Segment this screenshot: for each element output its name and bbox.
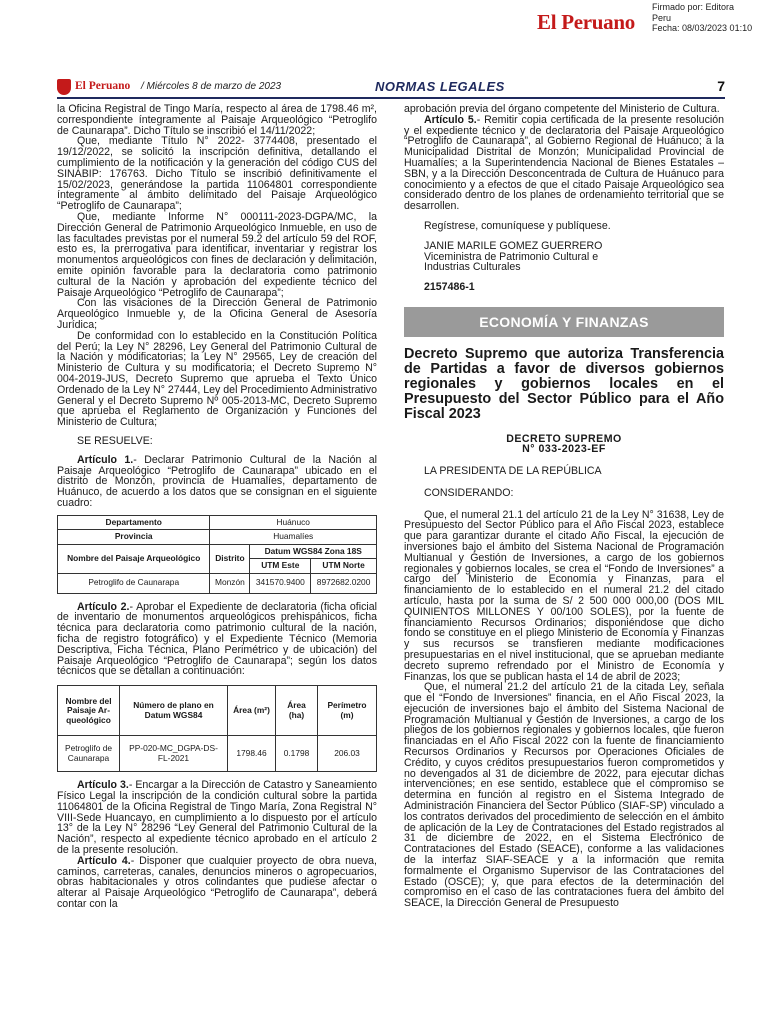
table-cell: Datum WGS84 Zona 18S <box>250 544 377 559</box>
coat-of-arms-icon <box>57 79 71 95</box>
article-text: - Disponer que cualquier proyecto de obra nueva, caminos, carreteras, canales, denuncios mineros o agropecuarios, obras habitacionales y otros colindantes que pudiese afectar o alterar al Paisaje Arqueológico “Petroglifo de Caunarapa”, deberá contar con la <box>57 854 377 911</box>
table-cell: Distrito <box>210 544 250 573</box>
paragraph: la Oficina Registral de Tingo María, respecto al área de 1798.46 m², correspondiente íntegramente al Paisaje Arqueológico “Petroglifo de Caunarapa”. Dicho Título se inscribió el 14/11/2022; <box>57 103 377 137</box>
paragraph: Que, mediante Título N° 2022- 3774408, presentado el 19/12/2022, se solicitó la inscripción definitiva, detallando el cumplimiento de la notificación y la generación del código CUS del SINABIP: 176763. Dicho Título se inscribió definitivamente el 15/02/2023, generándose la partida 11064801 correspondiente íntegramente al ámbito delimitado del Paisaje Arqueológico “Petroglifo de Caunarapa”; <box>57 135 377 213</box>
table-cell: Perímetro (m) <box>318 686 377 736</box>
article-label: Artículo 4. <box>77 854 131 867</box>
article-text: - Remitir copia certificada de la presente resolución y el expediente técnico y de declaratoria del Paisaje Arqueológico “Petroglifo de Caunarapa”, al Gobierno Regional de Huánuco; a la Municipalidad Distrital de Monzón; Municipalidad Provincial de Huamalíes; a la Superintendencia Nacional de Bienes Estatales – SBN, y a la Dirección Desconcentrada de Cultura de Huánuco para conocimiento y a efectos de que el citado Paisaje Arqueológico sea considerado dentro de los planes de ordenamiento territorial que se desarrollen. <box>404 113 725 213</box>
table-cell: Monzón <box>210 573 250 593</box>
table-cell: Departamento <box>58 515 210 530</box>
article-label: Artículo 3. <box>77 779 129 792</box>
signatory-name: JANIE MARILE GOMEZ GUERRERO <box>424 239 603 252</box>
article-text: - Encargar a la Dirección de Catastro y Saneamiento Físico Legal la inscripción de la condición cultural sobre la partida 11064801 de la Oficina Registral de Tingo María, Zona Registral N° VIII-Sede Huancayo, en cumplimiento a lo dispuesto por el artículo 13° de la Ley N° 28296 “Ley General del Patrimonio Cultural de la Nación”, respecto al expediente técnico aprobado en el artículo 2 de la presente resolución. <box>57 779 377 857</box>
section-band: ECONOMÍA Y FINANZAS <box>404 307 724 337</box>
location-table <box>57 515 377 594</box>
table-cell: Provincia <box>58 530 210 545</box>
table-cell: Área (ha) <box>276 686 318 736</box>
signature-line-1: Firmado por: Editora <box>652 2 735 12</box>
article-1 <box>57 455 377 509</box>
paragraph: Que, el numeral 21.1 del artículo 21 de la Ley N° 31638, Ley de Presupuesto del Sector Público para el Año Fiscal 2023, establece que para garantizar durante el citado Año Fiscal, la ejecución de inversiones bajo el ámbito del Sistema Nacional de Programación Multianual y Gestión de Inversiones, a cargo de los gobiernos regionales y gobiernos locales, se crea el “Fondo de Inversiones” a cargo del Ministerio de Economía y Finanzas, para el financiamiento de lo establecido en el numeral 21.2 del citado artículo, hasta por la suma de S/ 2 500 000 000,00 (DOS MIL QUINIENTOS MILLONES Y 00/100 SOLES), por la fuente de financiamiento Recursos Ordinarios; disponiéndose que dicho fondo se constituye en el pliego Ministerio de Economía y Finanzas y sus recursos se transfieren mediante modificaciones presupuestarias en el nivel institucional, que se aprueban mediante decreto supremo refrendado por el Ministro de Economía y Finanzas, los que se publican hasta el 14 de abril de 2023; <box>404 508 724 683</box>
table-cell: Área (m²) <box>228 686 276 736</box>
se-resuelve: SE RESUELVE: <box>77 434 153 447</box>
table-cell: Petroglifo de Caunarapa <box>58 573 210 593</box>
technical-data-table <box>57 685 377 772</box>
signatory-title: Industrias Culturales <box>424 261 521 274</box>
paragraph: Que, el numeral 21.2 del artículo 21 de la citada Ley, señala que el “Fondo de Inversiones” financia, en el Año Fiscal 2023, la ejecución de inversiones bajo el ámbito del Sistema Nacional de Programación Multianual y Gestión de Inversiones, a cargo de los pliegos de los gobiernos regionales y gobiernos locales, que fueron financiadas en el Año Fiscal 2022 con la fuente de financiamiento Recursos Ordinarios y Recursos por Operaciones Oficiales de Crédito, y cuyos créditos presupuestarios fueron comprometidos y no devengados al 31 de diciembre de 2022, para ejecutar dichas intervenciones; en ese sentido, establece que el compromiso se determina en función al registro en el Sistema Integrado de Administración Financiera del Sector Público (SIAF-SP) vinculado a los contratos derivados del procedimiento de selección en el ámbito de aplicación de la Ley de Contrataciones del Estado registrados al 31 de diciembre de 2022, en el Sistema Electrónico de Contrataciones del Estado (SEACE), conforme a las validaciones de la interfaz SIAF-SEACE y a la información que remita formalmente el Organismo Supervisor de las Contrataciones del Estado (OSCE); y, que para efectos de la determinación del compromiso en el caso de las contrataciones fuera del ámbito del SEACE, la Dirección General de Presupuesto <box>404 681 724 910</box>
el-peruano-logo: El Peruano <box>537 10 635 34</box>
header-section: NORMAS LEGALES <box>375 79 505 94</box>
header-logo: El Peruano <box>75 80 131 92</box>
table-cell: Nombre del Paisaje Arqueológico <box>58 544 210 573</box>
digital-signature <box>652 2 752 34</box>
signature-line-2: Peru <box>652 12 672 23</box>
article-text: - Aprobar el Expediente de declaratoria (ficha oficial de inventario de monumentos arqueológicos prehispánicos, ficha técnica para declaratoria como patrimonio cultural de la nación, ficha de registro fotográfico) y el Expediente Técnico (Memoria Descriptiva, Ficha Técnica, Plano Perimétrico y de ubicación) del Paisaje Arqueológico “Petroglifo de Caunarapa”; según los datos técnicos que se detallan a continuación: <box>57 600 377 678</box>
table-cell: Nombre del Paisaje Ar-queológico <box>58 686 120 736</box>
table-cell: PP-020-MC_DGPA-DS-FL-2021 <box>120 736 228 772</box>
table-cell: 8972682.0200 <box>311 573 377 593</box>
top-bar <box>0 0 768 40</box>
registrese: Regístrese, comuníquese y publíquese. <box>424 219 611 232</box>
decree-number: N° 033-2023-EF <box>522 443 606 456</box>
table-cell: Huamalíes <box>210 530 377 545</box>
page-number: 7 <box>717 78 725 94</box>
decree-title: Decreto Supremo que autoriza Transferencia de Partidas a favor de diversos gobiernos regionales y gobiernos locales en el Presupuesto del Sector Público para el Año Fiscal 2023 <box>404 345 724 422</box>
table-cell: UTM Este <box>250 559 311 574</box>
paragraph: De conformidad con lo establecido en la Constitución Política del Perú; la Ley N° 28296, Ley General del Patrimonio Cultural de la Nación y modificatorias; la Ley N° 29565, Ley de creación del Ministerio de Cultura y su modificatoria; el Decreto Supremo N° 004-2019-JUS, Decreto Supremo que aprueba el Texto Único Ordenado de la Ley N° 27444, Ley del Procedimiento Administrativo General y el Decreto Supremo Nº 005-2013-MC, Decreto Supremo que aprueba el Reglamento de Organización y Funciones del Ministerio de Cultura; <box>57 329 377 429</box>
article-2 <box>57 602 377 678</box>
article-3 <box>57 780 377 856</box>
paragraph: Con las visaciones de la Dirección General de Patrimonio Arqueológico Inmueble y, de la Oficina General de Asesoría Jurídica; <box>57 297 377 331</box>
header-rule <box>57 97 725 99</box>
presidenta: LA PRESIDENTA DE LA REPÚBLICA <box>424 464 602 477</box>
left-column <box>57 104 377 910</box>
table-cell: UTM Norte <box>311 559 377 574</box>
page-header <box>57 77 725 99</box>
article-text: - Declarar Patrimonio Cultural de la Nación al Paisaje Arqueológico “Petroglifo de Caunarapa” ubicado en el distrito de Monzón, provincia de Huamalíes, departamento de Huánuco, de acuerdo a los datos que se consignan en el siguiente cuadro: <box>57 453 377 509</box>
table-cell: Huánuco <box>210 515 377 530</box>
table-cell: 206.03 <box>318 736 377 772</box>
signature-line-3: Fecha: 08/03/2023 01:10 <box>652 23 753 33</box>
publication-code: 2157486-1 <box>424 281 475 294</box>
table-cell: 1798.46 <box>228 736 276 772</box>
signatory-title: Viceministra de Patrimonio Cultural e <box>424 250 599 263</box>
article-5 <box>404 115 724 212</box>
article-label: Artículo 1. <box>77 453 134 466</box>
paragraph: aprobación previa del órgano competente del Ministerio de Cultura. <box>404 103 720 115</box>
considerando: CONSIDERANDO: <box>424 486 514 499</box>
table-cell: 341570.9400 <box>250 573 311 593</box>
header-date: / Miércoles 8 de marzo de 2023 <box>141 81 282 92</box>
decree-label: DECRETO SUPREMO <box>506 432 622 445</box>
paragraph: Que, mediante Informe N° 000111-2023-DGPA/MC, la Dirección General de Patrimonio Arqueológico Inmueble, en uso de las facultades previstas por el numeral 59.2 del artículo 59 del ROF, esto es, la prerrogativa para identificar, inventariar y registrar los monumentos arqueológicos con fines de declaración y delimitación, emite opinión favorable para la declaratoria como patrimonio cultural de la Nación y aprobación del expediente técnico del Paisaje Arqueológico “Petroglifo de Caunarapa”; <box>57 210 377 299</box>
article-label: Artículo 2. <box>77 600 130 613</box>
table-cell: Número de plano en Datum WGS84 <box>120 686 228 736</box>
table-cell: 0.1798 <box>276 736 318 772</box>
article-label: Artículo 5. <box>424 113 477 126</box>
right-column <box>404 104 724 909</box>
table-cell: Petroglifo de Caunarapa <box>58 736 120 772</box>
article-4 <box>57 856 377 910</box>
